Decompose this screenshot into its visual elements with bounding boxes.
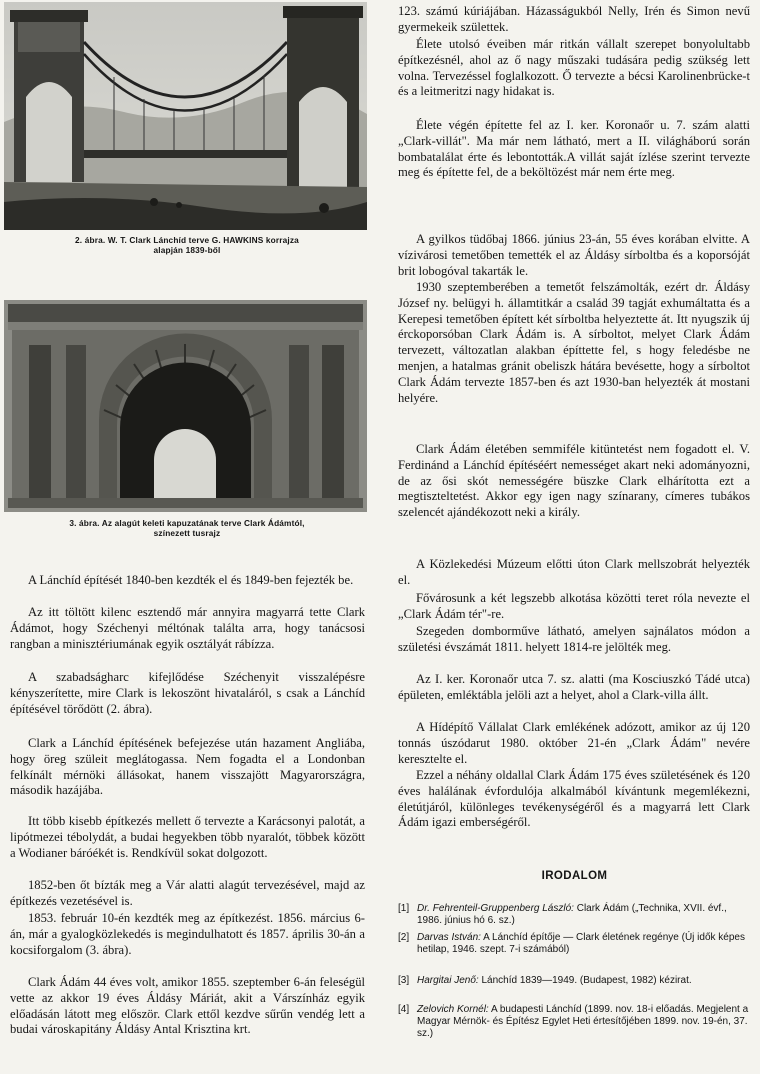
bridge-drawing-image: [4, 2, 367, 230]
left-paragraph-2: Az itt töltött kilenc esztendő már annyira magyarrá tette Clark Ádámot, hogy Széchenyi méltónak találta arra, hogy tanácsosi rangban a minisztériumának egyik osztályát rábízza.: [10, 605, 365, 651]
reference-author: Darvas István:: [417, 932, 481, 943]
reference-number: [3]: [398, 975, 410, 986]
right-paragraph-8: Fővárosunk a két legszebb alkotása közötti teret róla nevezte el „Clark Ádám tér"-re.: [398, 591, 750, 621]
right-paragraph-9: Szegeden domborműve látható, amelyen sajnálatos módon a születési évszámát 1811. helyett 1814-re jelölték meg.: [398, 624, 750, 654]
right-paragraph-5: 1930 szeptemberében a temetőt felszámolták, ezért dr. Áldásy József ny. belügyi h. államtitkár a család 39 tagját exhumáltatta és a Kerepesi temetőben épített két sírboltba helyeztette át. Itt nyugszik új érckoporsóban Clark Ádám is. A sírboltot, melyet Clark Ádám tervezett, változatlan alakban építtette fel, s hogy feledésbe ne menjen, a hatalmas gránit obeliszk hátára bevésette, hogy a sírboltot Clark Ádám tervezte 1857-ben és azt 1930-ban helyezték át mostani helyére.: [398, 280, 750, 405]
figure-3-caption: [2, 518, 372, 538]
literature-heading: IRODALOM: [541, 870, 608, 882]
caption-line: 2. ábra. W. T. Clark Lánchíd terve G. HAWKINS korrajza: [75, 235, 299, 245]
right-paragraph-6: Clark Ádám életében semmiféle kitüntetést nem fogadott el. V. Ferdinánd a Lánchíd építéséért nemességet akart neki adományozni, de az ősi skót nemességére büszke Clark elhárította ezt a megtiszteltetést. Akkor egy igen nagy színarany, címeres tubákos szelencét ajándékozott neki a király.: [398, 442, 750, 520]
reference-item: [398, 975, 750, 987]
left-paragraph-3: A szabadságharc kifejlődése Széchenyit visszalépésre kényszerítette, mire Clark is lekoszönt hivataláról, s csak a Lánchíd építésével törődött (2. ábra).: [10, 670, 365, 716]
reference-item: [398, 932, 750, 956]
right-paragraph-2: Élete utolsó éveiben már ritkán vállalt szerepet bonyolultabb építkezésnél, ahol az ő nagy műszaki tudására pedig szükség lett volna. Tervezéssel foglalkozott. Ő tervezte a bécsi Karolinenbrücke-t és a leitmeritzi nagy hidakat is.: [398, 37, 750, 99]
caption-line: 3. ábra. Az alagút keleti kapuzatának terve Clark Ádámtól,: [69, 518, 305, 528]
reference-number: [2]: [398, 932, 410, 943]
reference-item: [398, 903, 750, 927]
left-paragraph-6: 1852-ben őt bízták meg a Vár alatti alagút tervezésével, majd az építkezés vezetésével is.: [10, 878, 365, 908]
tunnel-gate-image: [4, 300, 367, 512]
reference-text: A Lánchíd építője — Clark életének regénye (Új idők képes hetilap, 1946. szept. 7-i számából): [417, 932, 745, 956]
caption-line: alapján 1839-ből: [153, 245, 221, 255]
reference-text: Clark Ádám („Technika, XVII. évf., 1986. június hó 6. sz.): [417, 903, 727, 927]
right-paragraph-7: A Közlekedési Múzeum előtti úton Clark mellszobrát helyezték el.: [398, 557, 750, 587]
right-paragraph-11: A Hídépítő Vállalat Clark emlékének adózott, amikor az új 120 tonnás úszódarut 1980. október 21-én „Clark Ádám" nevére keresztelte el.: [398, 720, 750, 766]
left-paragraph-5: Itt több kisebb építkezés mellett ő tervezte a Karácsonyi palotát, a lipótmezei tébolydát, a budai hegyekben több nyaralót, többek között a Wodianer báróékét is. Rendkívül sokat dolgozott.: [10, 814, 365, 860]
figure-3-tunnel-gate-drawing: [4, 300, 367, 512]
figure-2-caption: [2, 235, 372, 255]
reference-author: Dr. Fehrenteil-Gruppenberg László:: [417, 903, 574, 914]
right-paragraph-3: Élete végén építette fel az I. ker. Koronaőr u. 7. szám alatti „Clark-villát". Ma már nem látható, mert a II. világháború során bombatalálat érte és lebontották.A villát saját ízlése szerint tervezte meg és építette fel, de a beköltözést már nem érte meg.: [398, 118, 750, 180]
reference-author: Zelovich Kornél:: [417, 1004, 489, 1015]
left-paragraph-4: Clark a Lánchíd építésének befejezése után hazament Angliába, hogy öreg szüleit meglátogassa. Nem fogadta el a Londonban felkínált mérnöki állásokat, hanem visszajött Magyarországra, második hazájába.: [10, 736, 365, 798]
figure-2-bridge-drawing: [4, 2, 367, 230]
right-paragraph-12: Ezzel a néhány oldallal Clark Ádám 175 éves születésének és 120 éves halálának évfordulója alkalmából kívántunk megemlékezni, életútjáról, különleges tevékenységéről és a magyarrá lett Clark Ádám igazi emberségéről.: [398, 768, 750, 830]
left-paragraph-7: 1853. február 10-én kezdték meg az építkezést. 1856. március 6-án, már a gyalogközlekedés is megindulhatott és 1857. április 30-án a kocsiforgalom (3. ábra).: [10, 911, 365, 957]
reference-number: [4]: [398, 1004, 410, 1015]
right-paragraph-10: Az I. ker. Koronaőr utca 7. sz. alatti (ma Kosciuszkó Tádé utca) épületen, emléktábla jelöli azt a helyet, ahol a Clark-villa állt.: [398, 672, 750, 702]
reference-text: A budapesti Lánchíd (1899. nov. 18-i előadás. Megjelent a Magyar Mérnök- és Építész Egylet Heti értesítőjében 1899. nov. 19-én, 37. sz.): [417, 1004, 749, 1040]
left-paragraph-1: A Lánchíd építését 1840-ben kezdték el és 1849-ben fejezték be.: [28, 573, 354, 587]
left-paragraph-8: Clark Ádám 44 éves volt, amikor 1855. szeptember 6-án feleségül vette az akkor 19 éves Áldásy Máriát, akit a Várszínház egyik előadásán látott meg először. Clark ettől kezdve sűrűn vendég lett a budai városkapitány Áldásy Antal Krisztina krt.: [10, 975, 365, 1037]
reference-number: [1]: [398, 903, 410, 914]
reference-author: Hargitai Jenő:: [417, 975, 479, 986]
right-paragraph-4: A gyilkos tüdőbaj 1866. június 23-án, 55 éves korában elvitte. A vízivárosi temetőben temették el az Áldásy sírboltba és a koporsóját brit lobogóval takarták le.: [398, 232, 750, 278]
right-paragraph-1: 123. számú kúriájában. Házasságukból Nelly, Irén és Simon nevű gyermekeik születtek.: [398, 4, 750, 34]
reference-item: [398, 1004, 750, 1041]
reference-text: Lánchíd 1839—1949. (Budapest, 1982) kézirat.: [481, 975, 692, 986]
caption-line: színezett tusrajz: [153, 528, 221, 538]
